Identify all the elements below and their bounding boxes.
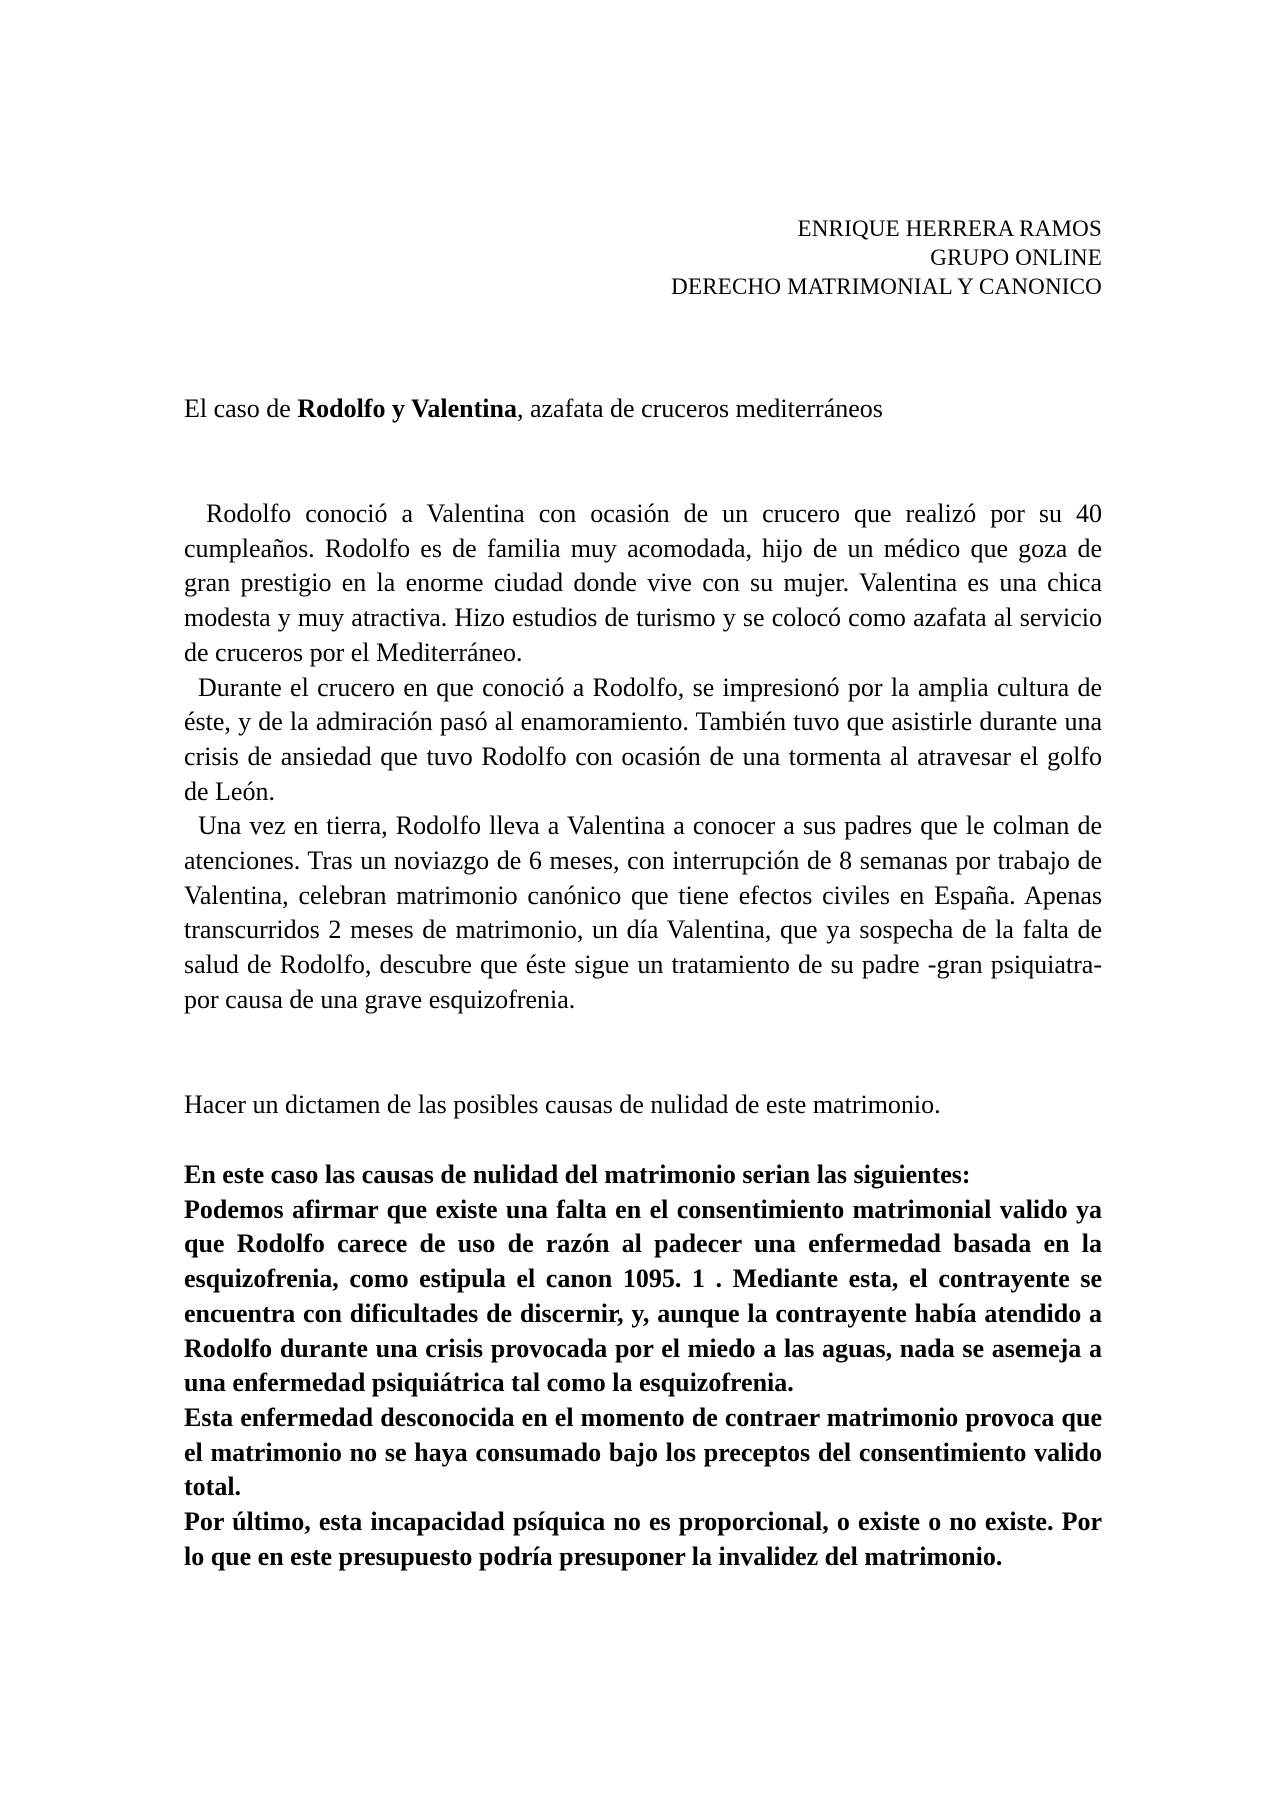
answer-section (184, 1158, 1102, 1574)
document-header (671, 214, 1102, 301)
answer-paragraph: Por último, esta incapacidad psíquica no es proporcional, o existe o no existe. Por lo que en este presupuesto podría presuponer la invalidez del matrimonio. (184, 1507, 1102, 1571)
author-name: ENRIQUE HERRERA RAMOS (797, 216, 1102, 241)
case-title-prefix: El caso de (184, 394, 298, 423)
case-title-suffix: , azafata de cruceros mediterráneos (516, 394, 883, 423)
answer-paragraph: Esta enfermedad desconocida en el momento de contraer matrimonio provoca que el matrimonio no se haya consumado bajo los preceptos del consentimiento valido total. (184, 1402, 1102, 1502)
case-paragraph: Rodolfo conoció a Valentina con ocasión de un crucero que realizó por su 40 cumpleaños. Rodolfo es de familia muy acomodada, hijo de un médico que goza de gran prestigio en la enorme ciudad donde vive con su mujer. Valentina es una chica modesta y muy atractiva. Hizo estudios de turismo y se colocó como azafata al servicio de cruceros por el Mediterráneo. (184, 499, 1102, 667)
group-name: GRUPO ONLINE (930, 245, 1102, 270)
assignment-instruction: Hacer un dictamen de las posibles causas de nulidad de este matrimonio. (184, 1090, 941, 1119)
course-subject: DERECHO MATRIMONIAL Y CANONICO (671, 274, 1102, 299)
answer-paragraph: En este caso las causas de nulidad del matrimonio serian las siguientes: (184, 1160, 971, 1189)
answer-paragraph: Podemos afirmar que existe una falta en el consentimiento matrimonial valido ya que Rodolfo carece de uso de razón al padecer una enfermedad basada en la esquizofrenia, como estipula el canon 1095. 1 . Mediante esta, el contrayente se encuentra con dificultades de discernir, y, aunque la contrayente había atendido a Rodolfo durante una crisis provocada por el miedo a las aguas, nada se asemeja a una enfermedad psiquiátrica tal como la esquizofrenia. (184, 1194, 1102, 1398)
case-title-names: Rodolfo y Valentina (297, 394, 517, 423)
case-title (184, 392, 883, 426)
case-description (184, 497, 1102, 1018)
case-paragraph: Durante el crucero en que conoció a Rodolfo, se impresionó por la amplia cultura de éste, y de la admiración pasó al enamoramiento. También tuvo que asistirle durante una crisis de ansiedad que tuvo Rodolfo con ocasión de una tormenta al atravesar el golfo de León. (184, 672, 1102, 806)
case-paragraph: Una vez en tierra, Rodolfo lleva a Valentina a conocer a sus padres que le colman de atenciones. Tras un noviazgo de 6 meses, con interrupción de 8 semanas por trabajo de Valentina, celebran matrimonio canónico que tiene efectos civiles en España. Apenas transcurridos 2 meses de matrimonio, un día Valentina, que ya sospecha de la falta de salud de Rodolfo, descubre que éste sigue un tratamiento de su padre -gran psiquiatra- por causa de una grave esquizofrenia. (184, 811, 1102, 1014)
